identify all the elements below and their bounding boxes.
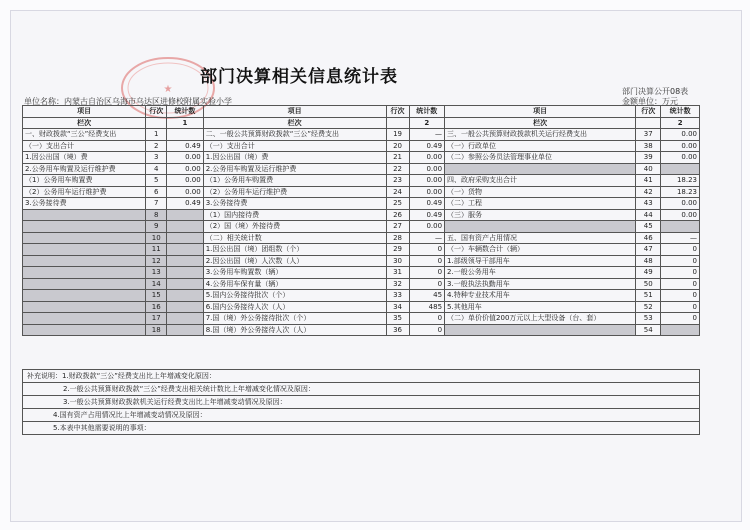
row-value [661, 324, 700, 336]
row-number: 28 [386, 232, 409, 244]
note-line: 补充说明：1.财政拨款“三公”经费支出比上年增减变化原因： [22, 369, 700, 383]
row-value: 0 [661, 313, 700, 325]
table-header-row [23, 106, 700, 118]
row-number: 2 [146, 140, 167, 152]
row-label: （1）公务用车购置费 [23, 175, 146, 187]
row-label: 2.因公出国（境）人次数（人） [203, 255, 386, 267]
row-number: 44 [636, 209, 661, 221]
row-number: 32 [386, 278, 409, 290]
table-row [23, 186, 700, 198]
header-cell: 栏次 [203, 117, 386, 129]
row-number: 9 [146, 221, 167, 233]
row-label [23, 313, 146, 325]
row-number: 22 [386, 163, 409, 175]
row-label: 5.其他用车 [445, 301, 636, 313]
row-number: 53 [636, 313, 661, 325]
row-number: 46 [636, 232, 661, 244]
row-number: 49 [636, 267, 661, 279]
row-label: （1）公务用车购置费 [203, 175, 386, 187]
row-value: 0.49 [167, 140, 204, 152]
organization-name: 单位名称：内蒙古自治区乌海市乌达区进修校附属实验小学 [24, 97, 232, 106]
row-label: （二）工程 [445, 198, 636, 210]
table-header-row [23, 117, 700, 129]
table-row [23, 301, 700, 313]
row-number: 41 [636, 175, 661, 187]
header-cell: 行次 [146, 106, 167, 118]
row-number: 43 [636, 198, 661, 210]
row-number: 15 [146, 290, 167, 302]
row-label [23, 221, 146, 233]
row-value: 0 [661, 278, 700, 290]
header-cell: 行次 [636, 106, 661, 118]
note-line: 4.国有资产占用情况比上年增减变动情况及原因： [22, 409, 700, 422]
row-value: 0.49 [409, 209, 445, 221]
row-number: 20 [386, 140, 409, 152]
row-label: 6.国内公务接待人次（人） [203, 301, 386, 313]
table-row [23, 163, 700, 175]
table-row [23, 244, 700, 256]
header-cell: 项目 [203, 106, 386, 118]
table-row [23, 290, 700, 302]
row-value [167, 267, 204, 279]
row-label: 1.因公出国（境）费 [203, 152, 386, 164]
row-label: 4.公务用车保有量（辆） [203, 278, 386, 290]
row-number: 31 [386, 267, 409, 279]
row-number: 42 [636, 186, 661, 198]
row-number: 3 [146, 152, 167, 164]
row-label: 3.一般执法执勤用车 [445, 278, 636, 290]
row-label [445, 163, 636, 175]
row-label: 3.公务接待费 [23, 198, 146, 210]
row-label: （二）相关统计数 [203, 232, 386, 244]
row-value [167, 313, 204, 325]
row-label: （三）服务 [445, 209, 636, 221]
row-label: 1.因公出国（境）费 [23, 152, 146, 164]
row-number: 13 [146, 267, 167, 279]
row-number: 12 [146, 255, 167, 267]
row-value [661, 221, 700, 233]
row-value [167, 209, 204, 221]
row-label: 三、一般公共预算财政拨款机关运行经费支出 [445, 129, 636, 141]
row-label: 四、政府采购支出合计 [445, 175, 636, 187]
table-row [23, 324, 700, 336]
table-row [23, 152, 700, 164]
row-value: 0 [409, 244, 445, 256]
row-number: 14 [146, 278, 167, 290]
row-value: 18.23 [661, 186, 700, 198]
row-value [167, 244, 204, 256]
row-label: 7.国（境）外公务接待批次（个） [203, 313, 386, 325]
row-label: 2.公务用车购置及运行维护费 [23, 163, 146, 175]
row-number: 50 [636, 278, 661, 290]
row-label: （一）货物 [445, 186, 636, 198]
row-value: 0 [409, 278, 445, 290]
header-cell: 1 [167, 117, 204, 129]
row-value: 0.00 [409, 152, 445, 164]
row-number: 52 [636, 301, 661, 313]
row-label: 五、国有资产占用情况 [445, 232, 636, 244]
row-label: 1.部级领导干部用车 [445, 255, 636, 267]
row-value: 485 [409, 301, 445, 313]
row-number: 10 [146, 232, 167, 244]
row-label: 一、财政拨款“三公”经费支出 [23, 129, 146, 141]
table-row [23, 232, 700, 244]
row-value: 0.00 [409, 163, 445, 175]
header-cell: 统计数 [167, 106, 204, 118]
row-label: 二、一般公共预算财政拨款“三公”经费支出 [203, 129, 386, 141]
row-value: 0.49 [167, 198, 204, 210]
supplementary-notes [22, 369, 700, 435]
row-label: 1.因公出国（境）团组数（个） [203, 244, 386, 256]
note-line: 2.一般公共预算财政拨款“三公”经费支出相关统计数比上年增减变化情况及原因： [22, 383, 700, 396]
row-number: 6 [146, 186, 167, 198]
row-number: 1 [146, 129, 167, 141]
row-value: 0 [661, 290, 700, 302]
row-number: 27 [386, 221, 409, 233]
table-row [23, 313, 700, 325]
row-value: 0 [409, 313, 445, 325]
row-value: 18.23 [661, 175, 700, 187]
row-value: 0.49 [409, 198, 445, 210]
row-value: 0.00 [167, 186, 204, 198]
row-number: 17 [146, 313, 167, 325]
row-value: 0.00 [661, 198, 700, 210]
row-number: 11 [146, 244, 167, 256]
row-number: 37 [636, 129, 661, 141]
row-value [661, 163, 700, 175]
row-label: （2）国（境）外接待费 [203, 221, 386, 233]
row-value: 0 [661, 301, 700, 313]
table-row [23, 209, 700, 221]
table-row [23, 198, 700, 210]
table-row [23, 267, 700, 279]
row-number: 21 [386, 152, 409, 164]
row-number: 39 [636, 152, 661, 164]
header-cell: 2 [409, 117, 445, 129]
row-label: （二）单价价值200万元以上大型设备（台、套） [445, 313, 636, 325]
row-number: 19 [386, 129, 409, 141]
row-label: （一）支出合计 [203, 140, 386, 152]
row-value [167, 278, 204, 290]
row-label [23, 255, 146, 267]
row-number: 23 [386, 175, 409, 187]
row-value [167, 129, 204, 141]
table-row [23, 221, 700, 233]
row-value [167, 301, 204, 313]
row-number: 7 [146, 198, 167, 210]
row-label [23, 278, 146, 290]
row-number: 38 [636, 140, 661, 152]
row-value: 0.00 [409, 175, 445, 187]
row-number: 8 [146, 209, 167, 221]
row-value: 0 [661, 267, 700, 279]
row-value [167, 324, 204, 336]
row-label: 2.公务用车购置及运行维护费 [203, 163, 386, 175]
row-number: 29 [386, 244, 409, 256]
row-value: — [409, 232, 445, 244]
note-line: 3.一般公共预算财政拨款机关运行经费支出比上年增减变动情况及原因： [22, 396, 700, 409]
table-row [23, 255, 700, 267]
row-value: 45 [409, 290, 445, 302]
row-label: （一）行政单位 [445, 140, 636, 152]
row-label [23, 209, 146, 221]
row-number: 45 [636, 221, 661, 233]
row-number: 51 [636, 290, 661, 302]
amount-unit: 金额单位：万元 [622, 97, 678, 106]
header-cell: 行次 [386, 106, 409, 118]
row-value [167, 221, 204, 233]
row-number: 48 [636, 255, 661, 267]
row-number: 30 [386, 255, 409, 267]
table-row [23, 175, 700, 187]
row-label: 4.特种专业技术用车 [445, 290, 636, 302]
row-value: 0.00 [661, 152, 700, 164]
row-number: 25 [386, 198, 409, 210]
row-value: — [409, 129, 445, 141]
row-value: 0.00 [167, 175, 204, 187]
statistics-table [22, 105, 700, 336]
row-label [23, 290, 146, 302]
row-label: （二）参照公务员法管理事业单位 [445, 152, 636, 164]
header-cell [386, 117, 409, 129]
row-label: （一）支出合计 [23, 140, 146, 152]
row-value [167, 255, 204, 267]
row-value: 0 [661, 244, 700, 256]
header-cell: 2 [661, 117, 700, 129]
note-line: 5.本表中其他需要说明的事项： [22, 422, 700, 435]
row-number: 40 [636, 163, 661, 175]
table-row [23, 129, 700, 141]
row-value: 0.00 [167, 152, 204, 164]
row-label [445, 324, 636, 336]
page-title: 部门决算相关信息统计表 [200, 67, 398, 87]
header-cell [636, 117, 661, 129]
row-number: 33 [386, 290, 409, 302]
row-label: （2）公务用车运行维护费 [203, 186, 386, 198]
row-label [23, 267, 146, 279]
row-label: 5.国内公务接待批次（个） [203, 290, 386, 302]
row-value: 0 [409, 324, 445, 336]
row-number: 26 [386, 209, 409, 221]
row-value: 0.49 [409, 140, 445, 152]
header-cell: 栏次 [23, 117, 146, 129]
header-cell: 项目 [445, 106, 636, 118]
row-value: 0.00 [167, 163, 204, 175]
row-value [167, 232, 204, 244]
row-label [23, 324, 146, 336]
row-value: 0 [409, 255, 445, 267]
row-label: 3.公务接待费 [203, 198, 386, 210]
row-value: — [661, 232, 700, 244]
header-cell: 项目 [23, 106, 146, 118]
row-number: 24 [386, 186, 409, 198]
svg-text:★: ★ [163, 84, 173, 95]
row-number: 35 [386, 313, 409, 325]
form-number: 部门决算公开08表 [622, 87, 689, 96]
row-number: 16 [146, 301, 167, 313]
row-value: 0.00 [661, 129, 700, 141]
row-label [23, 301, 146, 313]
row-label [23, 232, 146, 244]
row-value [167, 290, 204, 302]
row-label [445, 221, 636, 233]
table-row [23, 278, 700, 290]
row-value: 0.00 [661, 140, 700, 152]
row-number: 54 [636, 324, 661, 336]
row-label: （1）国内接待费 [203, 209, 386, 221]
row-label [23, 244, 146, 256]
row-label: （一）车辆数合计（辆） [445, 244, 636, 256]
row-value: 0 [409, 267, 445, 279]
row-number: 18 [146, 324, 167, 336]
header-cell: 统计数 [661, 106, 700, 118]
row-label: 2.一般公务用车 [445, 267, 636, 279]
header-cell [146, 117, 167, 129]
header-cell: 统计数 [409, 106, 445, 118]
row-number: 5 [146, 175, 167, 187]
row-number: 34 [386, 301, 409, 313]
row-label: （2）公务用车运行维护费 [23, 186, 146, 198]
row-value: 0.00 [661, 209, 700, 221]
header-cell: 栏次 [445, 117, 636, 129]
row-number: 36 [386, 324, 409, 336]
row-value: 0.00 [409, 186, 445, 198]
row-label: 3.公务用车购置数（辆） [203, 267, 386, 279]
row-label: 8.国（境）外公务接待人次（人） [203, 324, 386, 336]
row-number: 47 [636, 244, 661, 256]
row-number: 4 [146, 163, 167, 175]
row-value: 0.00 [409, 221, 445, 233]
row-value: 0 [661, 255, 700, 267]
table-row [23, 140, 700, 152]
